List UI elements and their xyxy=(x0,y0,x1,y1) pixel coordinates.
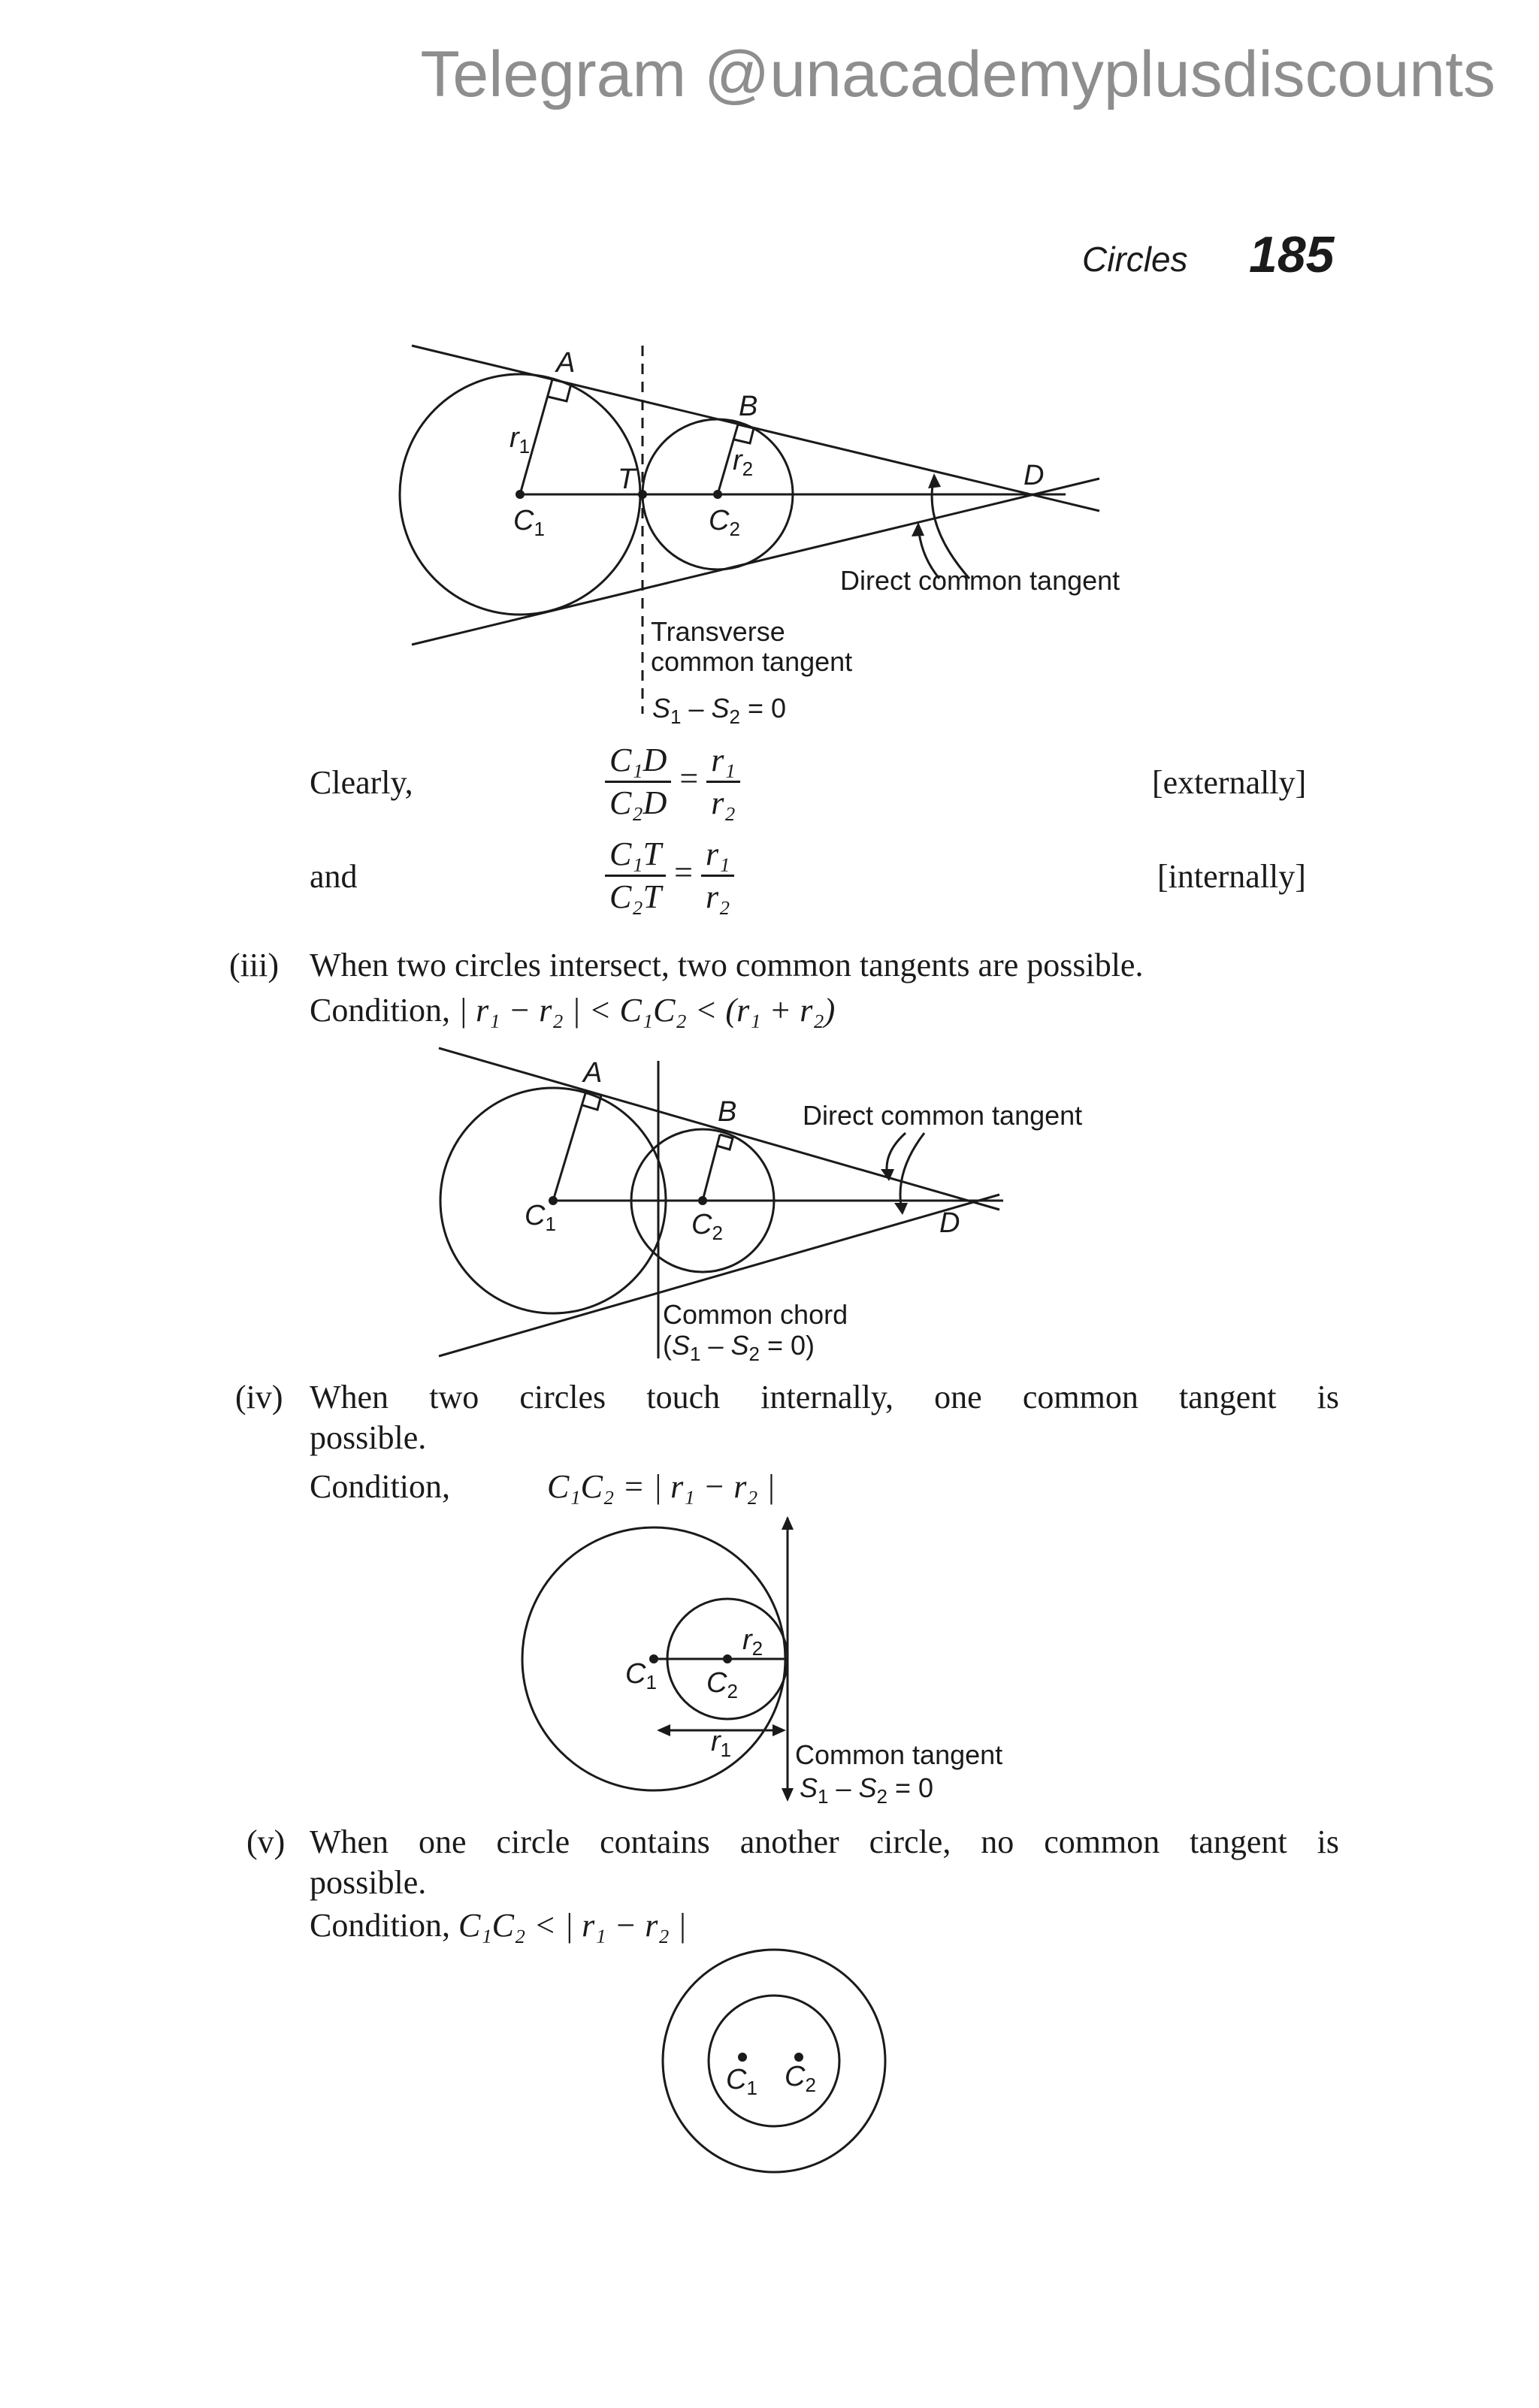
item-iii-text: When two circles intersect, two common tangents are possible. xyxy=(310,947,1144,983)
label-a: A xyxy=(556,347,576,379)
fig3-arrow-left xyxy=(657,1724,670,1736)
point-c1 xyxy=(516,490,525,499)
fig3-label-common-tangent: Common tangent xyxy=(795,1739,1003,1770)
fig4-inner-circle xyxy=(709,1996,839,2126)
chapter-title: Circles xyxy=(1082,240,1188,279)
fig2-label-a: A xyxy=(583,1057,603,1089)
and-label: and xyxy=(310,858,358,895)
label-t: T xyxy=(618,464,636,495)
item-iv-text-line2: possible. xyxy=(310,1419,427,1456)
label-r1: r1 xyxy=(509,422,531,458)
item-v-text-line1: When one circle contains another circle, no common tangent is xyxy=(310,1823,1339,1860)
item-v-marker: (v) xyxy=(246,1823,286,1860)
item-iv-marker: (iv) xyxy=(235,1379,283,1415)
fig3-arrow-top xyxy=(782,1516,794,1530)
internally-note: [internally] xyxy=(1157,858,1306,895)
ratio-externally: $\frac{\text{C₁D}}{\text{C₂D}}$ = $\frac{\text{r₁}}{\text{r₂}}$ xyxy=(605,740,740,823)
fig3-arrow-right xyxy=(773,1724,786,1736)
item-iii-condition: Condition, | r₁ − r₂ | < C₁C₂ < (r₁ + r₂) xyxy=(310,992,836,1029)
fig3-point-c2 xyxy=(723,1654,732,1663)
label-c2: C2 xyxy=(709,505,740,540)
item-iv-condition-label: Condition, xyxy=(310,1468,451,1505)
fig2-radius-2 xyxy=(703,1135,720,1201)
fig2-radius-1 xyxy=(553,1091,586,1201)
fig3-label-c2: C2 xyxy=(706,1667,738,1703)
fig3-label-c1: C1 xyxy=(625,1658,657,1693)
item-iv-condition-expr: C₁C₂ = | r₁ − r₂ | xyxy=(547,1468,776,1505)
fig2-arrowhead-2 xyxy=(894,1203,908,1215)
fig3-label-r1: r1 xyxy=(711,1726,732,1761)
item-iv-text-line1: When two circles touch internally, one common tangent is xyxy=(310,1379,1339,1415)
item-v-condition: Condition, C₁C₂ < | r₁ − r₂ | xyxy=(310,1907,687,1944)
label-transverse-1: Transverse xyxy=(651,616,785,647)
label-d: D xyxy=(1023,460,1045,491)
fig2-label-d: D xyxy=(939,1207,960,1239)
direct-pointer-1 xyxy=(932,477,969,579)
fig3-arrow-bottom xyxy=(782,1788,794,1802)
item-iii-marker: (iii) xyxy=(229,947,279,983)
watermark: Telegram @unacademyplusdiscounts xyxy=(420,38,1495,110)
fig2-label-chord: Common chord xyxy=(663,1299,848,1330)
fig2-point-c2 xyxy=(698,1196,707,1205)
item-v-condition-expr: C₁C₂ < | r₁ − r₂ | xyxy=(458,1907,687,1944)
fig3-label-r2: r2 xyxy=(742,1624,763,1660)
fig3-point-c1 xyxy=(649,1654,658,1663)
point-t xyxy=(638,490,647,499)
ratio-internally: $\frac{\text{C₁T}}{\text{C₂T}}$ = $\frac{\text{r₁}}{\text{r₂}}$ xyxy=(605,834,734,917)
fig4-outer-circle xyxy=(663,1950,885,2172)
externally-note: [externally] xyxy=(1152,764,1307,801)
fig2-label-c2: C2 xyxy=(691,1209,723,1244)
item-v-text-line2: possible. xyxy=(310,1864,427,1901)
fig3-label-s1-minus-s2: $S_1 - S_2 = 0$ xyxy=(800,1772,934,1808)
label-b: B xyxy=(739,391,758,422)
point-c2 xyxy=(713,490,722,499)
label-transverse-2: common tangent xyxy=(651,646,853,677)
label-r2: r2 xyxy=(733,445,754,480)
label-c1: C1 xyxy=(513,505,545,540)
fig2-pointer-2 xyxy=(900,1133,924,1210)
fig2-label-b: B xyxy=(718,1096,737,1128)
label-direct-tangent: Direct common tangent xyxy=(840,565,1120,596)
fig2-label-direct: Direct common tangent xyxy=(803,1100,1083,1131)
fig4-label-c1: C1 xyxy=(726,2064,757,2099)
label-s1-minus-s2: $S_1 - S_2 = 0$ xyxy=(652,693,787,728)
item-iii-condition-expr: | r₁ − r₂ | < C₁C₂ < (r₁ + r₂) xyxy=(458,992,836,1029)
fig4-point-c1 xyxy=(738,2053,747,2062)
arrowhead-1 xyxy=(928,473,941,488)
fig2-label-chord-eq: $(S_1 - S_2 = 0)$ xyxy=(663,1330,815,1365)
fig2-point-c1 xyxy=(549,1196,558,1205)
page-number: 185 xyxy=(1249,226,1335,283)
clearly-label: Clearly, xyxy=(310,764,413,801)
fig2-label-c1: C1 xyxy=(525,1200,556,1235)
fig4-label-c2: C2 xyxy=(785,2061,816,2096)
